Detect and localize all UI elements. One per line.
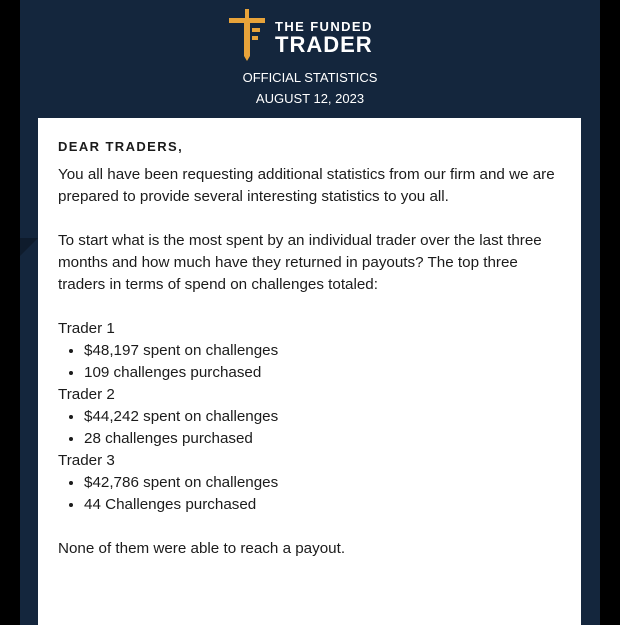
trader-spent: • $42,786 spent on challenges [84,472,563,494]
brand-name-line2: TRADER [275,32,373,57]
trader-stats-list [58,472,563,516]
sword-t-icon [226,6,268,62]
paragraph-intro: You all have been requesting additional statistics from our firm and we are prepared to provide several interesting statistics to you all. [58,166,555,205]
trader-purchased: • 44 Challenges purchased [84,494,563,516]
paragraph-closing: None of them were able to reach a payout. [58,540,346,557]
trader-spent: • $44,242 spent on challenges [84,406,563,428]
ribbon-fold [20,238,38,256]
trader-stats-list [58,406,563,450]
trader-block [58,450,563,516]
trader-purchased: • 28 challenges purchased [84,428,563,450]
trader-block [58,318,563,384]
paragraph-question: To start what is the most spent by an individual trader over the last three months and how much have they returned in payouts? The top three traders in terms of spend on challenges totaled: [58,232,542,293]
header-date: AUGUST 12, 2023 [255,91,365,106]
letter-content [58,140,563,560]
trader-stats-list [58,340,563,384]
letter-greeting: DEAR TRADERS, [58,139,184,154]
trader-name: Trader 3 [58,452,115,469]
trader-block [58,384,563,450]
brand-name-line1: THE FUNDED [275,19,373,34]
trader-name: Trader 1 [58,320,115,337]
left-border [0,0,20,625]
brand-logo [226,6,396,62]
trader-name: Trader 2 [58,386,115,403]
header-subtitle: OFFICIAL STATISTICS [242,70,378,85]
right-border [600,0,620,625]
trader-spent: • $48,197 spent on challenges [84,340,563,362]
trader-purchased: • 109 challenges purchased [84,362,563,384]
